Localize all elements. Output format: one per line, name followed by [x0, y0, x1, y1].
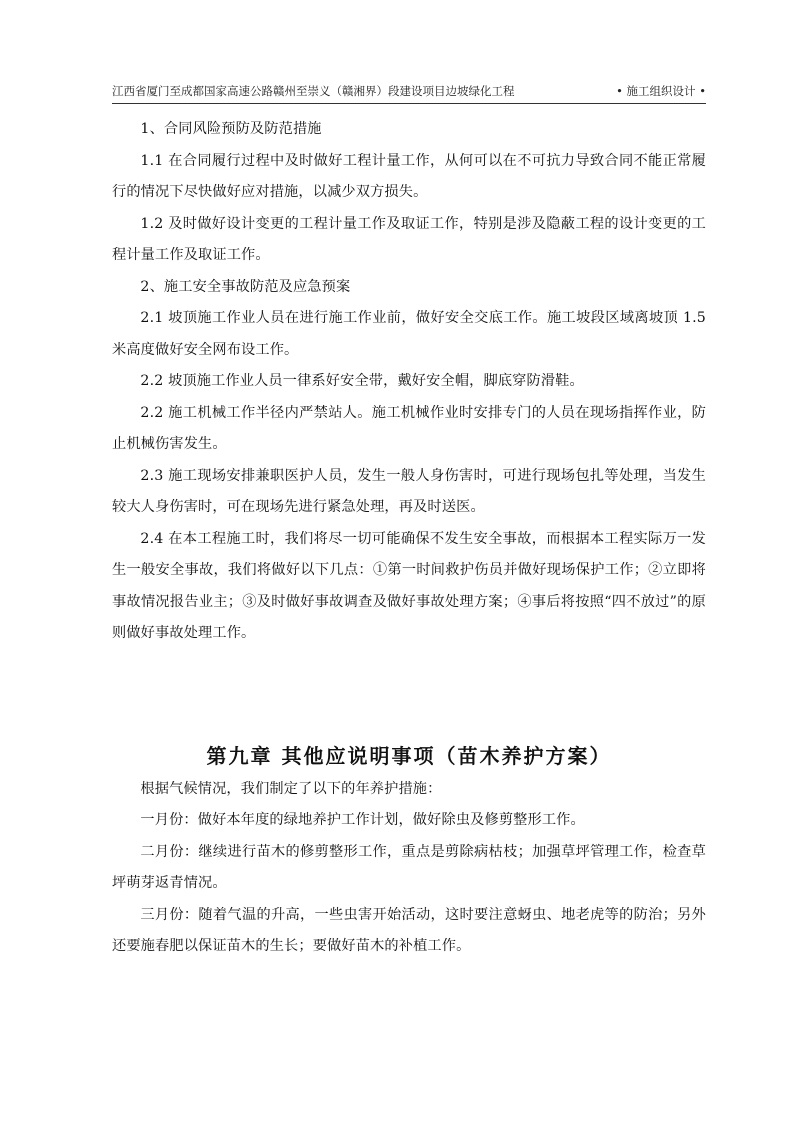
paragraph: 三月份：随着气温的升高，一些虫害开始活动，这时要注意蚜虫、地老虎等的防治；另外还要施春肥以保证苗木的生长；要做好苗木的补植工作。: [112, 906, 706, 954]
section-spacer: [112, 650, 706, 741]
header-divider: [112, 103, 706, 104]
paragraph: 2.2 施工机械工作半径内严禁站人。施工机械作业时安排专门的人员在现场指挥作业，防止机械伤害发生。: [112, 404, 706, 452]
page-header: [112, 84, 706, 102]
paragraph: 根据气候情况，我们制定了以下的年养护措施：: [140, 780, 442, 797]
page-body: [112, 114, 706, 963]
section-heading-contract-risk: 1、合同风险预防及防范措施: [140, 121, 322, 137]
paragraph: 1.2 及时做好设计变更的工程计量工作及取证工作，特别是涉及隐蔽工程的设计变更的工程计量工作及取证工作。: [112, 215, 706, 263]
section-heading-safety: 2、施工安全事故防范及应急预案: [140, 278, 351, 295]
paragraph: 2.3 施工现场安排兼职医护人员，发生一般人身伤害时，可进行现场包扎等处理，当发生较大人身伤害时，可在现场先进行紧急处理，再及时送医。: [112, 467, 706, 515]
paragraph: 1.1 在合同履行过程中及时做好工程计量工作，从何可以在不可抗力导致合同不能正常履行的情况下尽快做好应对措施，以减少双方损失。: [112, 152, 706, 200]
chapter-title: 第九章 其他应说明事项（苗木养护方案）: [206, 743, 612, 768]
paragraph: 2.2 坡顶施工作业人员一律系好安全带，戴好安全帽，脚底穿防滑鞋。: [140, 373, 584, 389]
paragraph: 2.4 在本工程施工时，我们将尽一切可能确保不发生安全事故，而根据本工程实际万一发生一般安全事故，我们将做好以下几点：①第一时间救护伤员并做好现场保护工作；②立即将事故情况报告业主；③及时做好事故调查及做好事故处理方案；④事后将按照“四不放过”的原则做好事故处理工作。: [112, 530, 706, 641]
header-document-type: • 施工组织设计 •: [616, 84, 706, 98]
paragraph: 一月份：做好本年度的绿地养护工作计划，做好除虫及修剪整形工作。: [140, 812, 585, 828]
paragraph: 二月份：继续进行苗木的修剪整形工作，重点是剪除病枯枝；加强草坪管理工作，检查草坪萌芽返青情况。: [112, 843, 706, 891]
header-project-title: 江西省厦门至成都国家高速公路赣州至崇义（赣湘界）段建设项目边坡绿化工程: [112, 84, 515, 98]
paragraph: 2.1 坡顶施工作业人员在进行施工作业前，做好安全交底工作。施工坡段区域离坡顶 1.5 米高度做好安全网布设工作。: [112, 310, 706, 358]
